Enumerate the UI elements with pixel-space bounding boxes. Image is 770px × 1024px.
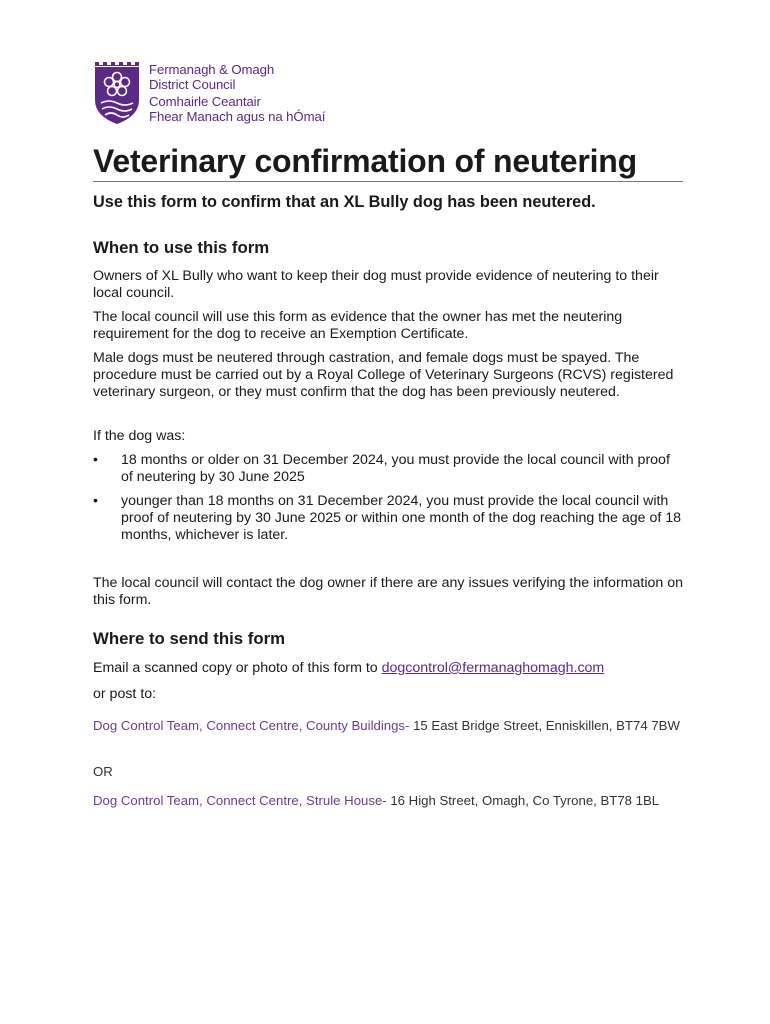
when-paragraph-5: The local council will contact the dog owner if there are any issues verifying the information on this form.: [93, 575, 683, 608]
logo-line-3: Comhairle Ceantair: [149, 94, 261, 109]
logo-line-2: District Council: [149, 77, 236, 92]
address-1-name: Dog Control Team, Connect Centre, County Buildings-: [93, 718, 410, 733]
council-logo: [93, 60, 683, 132]
bullet-text-1: 18 months or older on 31 December 2024, you must provide the local council with proof of neutering by 30 June 2025: [121, 452, 670, 485]
email-link[interactable]: dogcontrol@fermanaghomagh.com: [381, 660, 605, 676]
logo-line-4: Fhear Manach agus na hÓmaí: [149, 109, 326, 124]
page-title: Veterinary confirmation of neutering: [93, 142, 683, 182]
where-heading: Where to send this form: [93, 629, 286, 648]
post-label: or post to:: [93, 686, 157, 702]
when-paragraph-3: Male dogs must be neutered through castration, and female dogs must be spayed. The procedure must be carried out by a Royal College of Veterinary Surgeons (RCVS) registered veterinary surgeon, or they must confirm that the dog has been previously neutered.: [93, 350, 674, 400]
address-2-rest: 16 High Street, Omagh, Co Tyrone, BT78 1BL: [386, 793, 660, 808]
page-subtitle: Use this form to confirm that an XL Bully dog has been neutered.: [93, 193, 596, 211]
when-paragraph-2: The local council will use this form as evidence that the owner has met the neutering requirement for the dog to receive an Exemption Certificate.: [93, 309, 623, 342]
when-heading: When to use this form: [93, 238, 270, 257]
address-1: [93, 717, 683, 734]
email-prefix: Email a scanned copy or photo of this form to: [93, 660, 382, 676]
bullet-text-2: younger than 18 months on 31 December 2024, you must provide the local council with proof of neutering by 30 June 2025 or within one month of the dog reaching the age of 18 months, whichever is later.: [121, 493, 682, 543]
address-2: [93, 792, 683, 809]
email-line: [93, 660, 683, 677]
address-1-rest: 15 East Bridge Street, Enniskillen, BT74 7BW: [409, 718, 680, 733]
when-paragraph-4: If the dog was:: [93, 428, 186, 444]
council-crest-icon: [93, 60, 141, 128]
council-name: [149, 62, 325, 124]
logo-line-1: Fermanagh & Omagh: [149, 62, 275, 77]
address-2-name: Dog Control Team, Connect Centre, Strule House-: [93, 793, 387, 808]
bullet-icon: •: [93, 452, 98, 468]
document-page: [93, 60, 683, 808]
bullet-icon: •: [93, 493, 98, 509]
when-paragraph-1: Owners of XL Bully who want to keep their dog must provide evidence of neutering to their local council.: [93, 268, 659, 301]
or-label: OR: [93, 764, 113, 779]
